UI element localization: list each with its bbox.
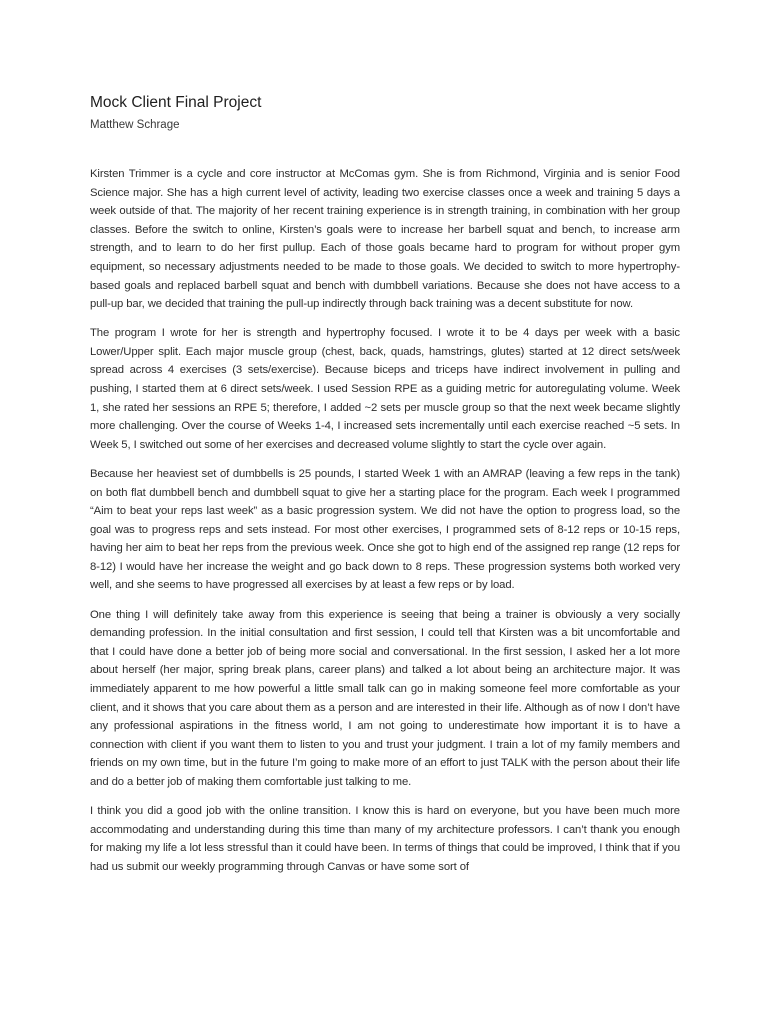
paragraph-takeaways: One thing I will definitely take away from this experience is seeing that being a trainer is obviously a very socially demanding profession. In the initial consultation and first session, I could tell that Kirsten was a bit uncomfortable and that I could have done a better job of being more social and conversational. In the first session, I asked her a lot more about herself (her major, spring break plans, career plans) and talked a lot about being an architecture major. It was immediately apparent to me how powerful a little small talk can go in making someone feel more comfortable as your client, and it shows that you care about them as a person and are interested in their life. Although as of now I don’t have any professional aspirations in the fitness world, I am not going to underestimate how important it is to have a connection with client if you want them to listen to you and trust your judgment. I train a lot of my family members and friends on my own time, but in the future I’m going to make more of an effort to just TALK with the person about their life and do a better job of making them comfortable just talking to me. — [90, 608, 680, 788]
document-author: Matthew Schrage — [90, 119, 180, 131]
paragraph-client-background: Kirsten Trimmer is a cycle and core instructor at McComas gym. She is from Richmond, Virginia and is senior Food Science major. She has a high current level of activity, leading two exercise classes once a week and training 5 days a week outside of that. The majority of her recent training experience is in strength training, in combination with her group classes. Before the switch to online, Kirsten’s goals were to increase her barbell squat and bench, to increase arm strength, and to learn to do her first pullup. Each of those goals became hard to program for without proper gym equipment, so necessary adjustments needed to be made to those goals. We decided to switch to more hypertrophy-based goals and replaced barbell squat and bench with dumbbell variations. Because she does not have access to a pull-up bar, we decided that training the pull-up indirectly through back training was a decent substitute for now. — [90, 168, 680, 311]
paragraph-program-design: The program I wrote for her is strength and hypertrophy focused. I wrote it to be 4 days per week with a basic Lower/Upper split. Each major muscle group (chest, back, quads, hamstrings, glutes) started at 12 direct sets/week spread across 4 exercises (3 sets/exercise). Because biceps and triceps have indirect involvement in pulling and pushing, I started them at 6 direct sets/week. I used Session RPE as a guiding metric for autoregulating volume. Week 1, she rated her sessions an RPE 5; therefore, I added ~2 sets per muscle group so that the next week became slightly more challenging. Over the course of Weeks 1-4, I increased sets incrementally until each exercise reached ~5 sets. In Week 5, I switched out some of her exercises and decreased volume slightly to start the cycle over again. — [90, 327, 680, 451]
document-title: Mock Client Final Project — [90, 94, 262, 111]
paragraph-progression: Because her heaviest set of dumbbells is 25 pounds, I started Week 1 with an AMRAP (leaving a few reps in the tank) on both flat dumbbell bench and dumbbell squat to give her a starting place for the program. Each week I programmed “Aim to beat your reps last week” as a basic progression system. We did not have the option to progress load, so the goal was to progress reps and sets instead. For most other exercises, I programmed sets of 8-12 reps or 10-15 reps, having her aim to beat her reps from the previous week. Once she got to high end of the assigned rep range (12 reps for 8-12) I would have her increase the weight and go back down to 8 reps. These progression systems both worked very well, and she seems to have progressed all exercises by at least a few reps or by load. — [90, 467, 680, 592]
paragraph-feedback: I think you did a good job with the online transition. I know this is hard on everyone, but you have been much more accommodating and understanding during this time than many of my architecture professors. I can’t thank you enough for making my life a lot less stressful than it could have been. In terms of things that could be improved, I think that if you had us submit our weekly programming through Canvas or have some sort of — [90, 805, 680, 873]
document-content — [90, 93, 680, 887]
document-body — [90, 165, 680, 876]
